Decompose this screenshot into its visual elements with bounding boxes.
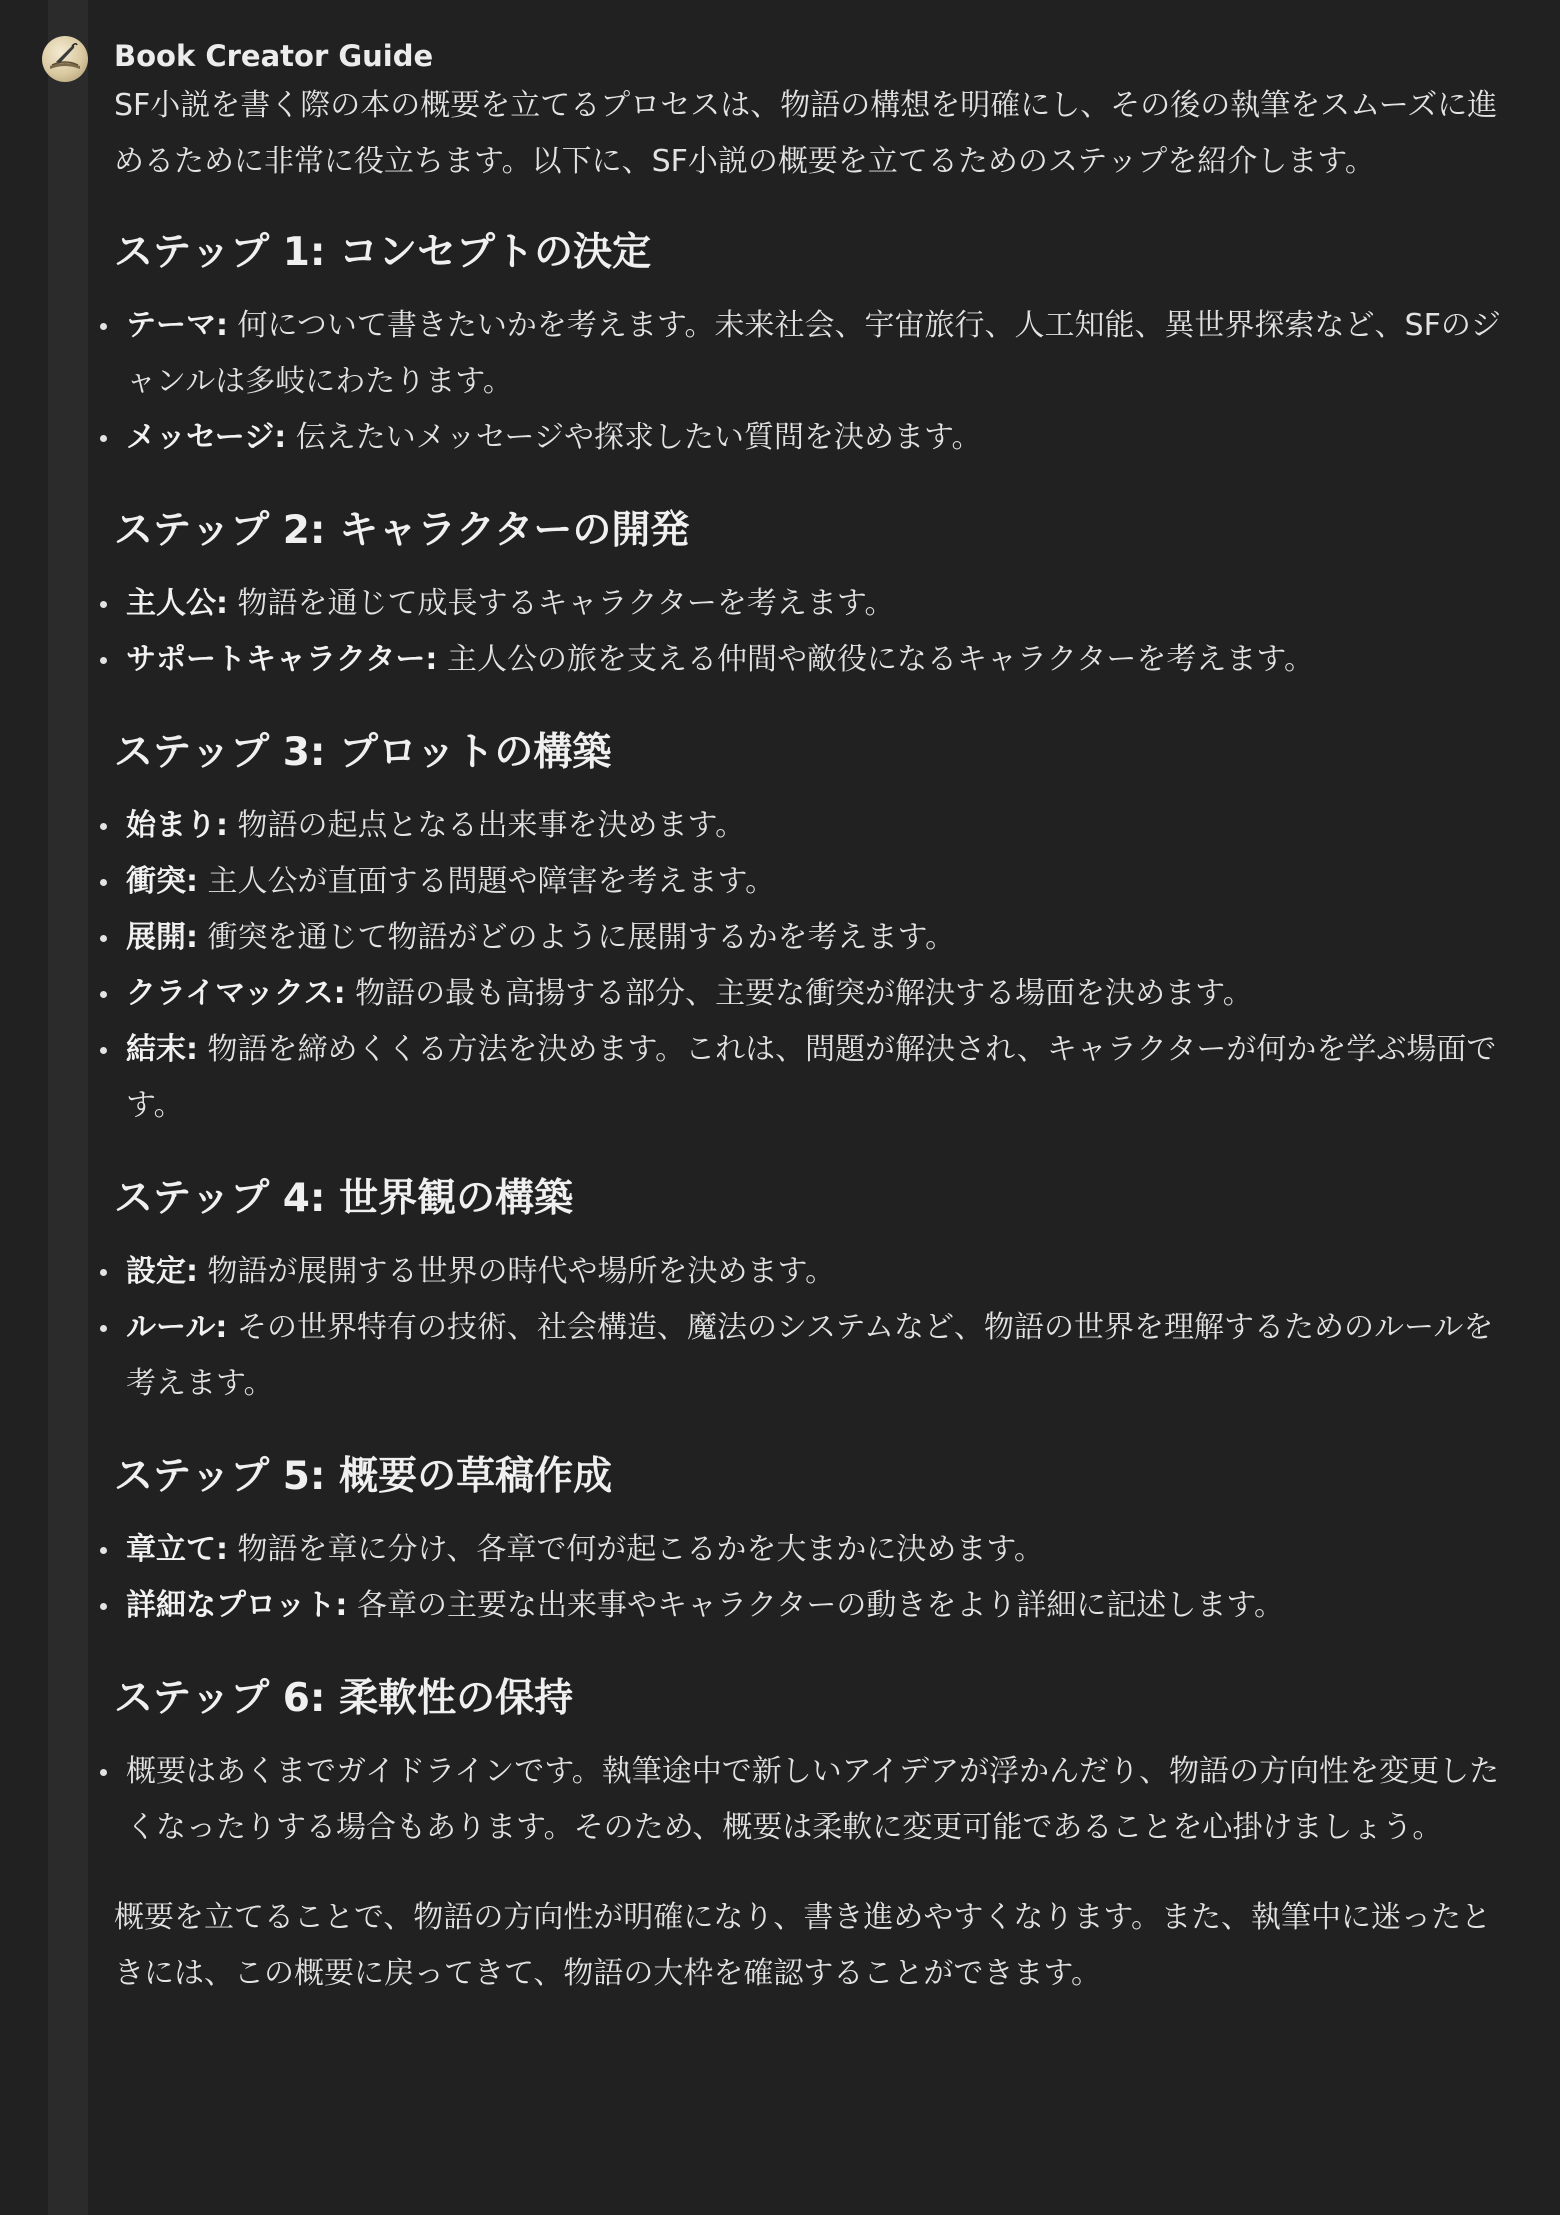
item-term: ルール: [126,1310,228,1345]
item-text: 主人公が直面する問題や障害を考えます。 [198,864,776,899]
bullet-icon [100,935,107,942]
intro-paragraph: SF小説を書く際の本の概要を立てるプロセスは、物語の構想を明確にし、その後の執筆をスムーズに進めるために非常に役立ちます。以下に、SF小説の概要を立てるためのステップを紹介します。 [114,88,1498,179]
item-term: 章立て: [126,1532,228,1567]
closing-paragraph: 概要を立てることで、物語の方向性が明確になり、書き進めやすくなります。また、執筆中に迷ったときには、この概要に戻ってきて、物語の大枠を確認することができます。 [114,1900,1491,1991]
step-title: ステップ 6: 柔軟性の保持 [114,1676,574,1721]
item-term: クライマックス: [126,976,346,1011]
item-text: 物語を締めくくる方法を決めます。これは、問題が解決され、キャラクターが何かを学ぶ場面です。 [126,1032,1497,1123]
bullet-list [114,1522,1504,1634]
message-rail [48,0,88,2215]
bullet-icon [100,323,107,330]
item-text: 伝えたいメッセージや探求したい質問を決めます。 [286,420,982,455]
item-text: 主人公の旅を支える仲間や敵役になるキャラクターを考えます。 [437,642,1314,677]
list-item [114,854,1504,910]
item-term: 結末: [126,1032,198,1067]
item-text: 物語を通じて成長するキャラクターを考えます。 [228,586,895,621]
list-item [114,298,1504,410]
list-item [114,576,1504,632]
item-text: 衝突を通じて物語がどのように展開するかを考えます。 [198,920,956,955]
item-term: サポートキャラクター: [126,642,438,677]
bullet-icon [100,1603,107,1610]
list-item [114,1022,1504,1134]
step-section [114,222,1504,466]
bullet-icon [100,601,107,608]
list-item [114,1744,1504,1856]
bullet-list [114,576,1504,688]
step-title: ステップ 5: 概要の草稿作成 [114,1454,613,1499]
item-term: テーマ: [126,308,228,343]
quill-book-icon [42,36,88,82]
step-section [114,1446,1504,1634]
list-item [114,1244,1504,1300]
step-section [114,1668,1504,1856]
step-title: ステップ 4: 世界観の構築 [114,1176,574,1221]
item-text: 概要はあくまでガイドラインです。執筆途中で新しいアイデアが浮かんだり、物語の方向性を変更したくなったりする場合もあります。そのため、概要は柔軟に変更可能であることを心掛けましょう。 [126,1754,1500,1845]
list-item [114,1522,1504,1578]
step-title: ステップ 1: コンセプトの決定 [114,230,652,275]
item-term: 展開: [126,920,198,955]
item-term: 設定: [126,1254,198,1289]
bullet-icon [100,879,107,886]
item-term: 衝突: [126,864,198,899]
author-name: Book Creator Guide [114,39,434,73]
step-section [114,722,1504,1134]
bullet-icon [100,823,107,830]
bullet-list [114,1744,1504,1856]
list-item [114,632,1504,688]
list-item [114,966,1504,1022]
list-item [114,798,1504,854]
step-section [114,500,1504,688]
bullet-list [114,798,1504,1134]
bullet-icon [100,1769,107,1776]
item-term: 始まり: [126,808,228,843]
steps-list [114,222,1504,1856]
bullet-list [114,298,1504,466]
bullet-icon [100,1325,107,1332]
item-text: 各章の主要な出来事やキャラクターの動きをより詳細に記述します。 [347,1588,1284,1623]
item-text: 何について書きたいかを考えます。未来社会、宇宙旅行、人工知能、異世界探索など、SFのジャンルは多岐にわたります。 [126,308,1501,399]
list-item [114,910,1504,966]
item-text: 物語が展開する世界の時代や場所を決めます。 [198,1254,836,1289]
item-term: 主人公: [126,586,228,621]
step-title: ステップ 2: キャラクターの開発 [114,508,690,553]
item-term: 詳細なプロット: [126,1588,348,1623]
bullet-icon [100,1047,107,1054]
item-text: 物語の起点となる出来事を決めます。 [228,808,746,843]
assistant-message [114,34,1504,2002]
item-text: 物語を章に分け、各章で何が起こるかを大まかに決めます。 [228,1532,1044,1567]
bullet-icon [100,1547,107,1554]
list-item [114,1300,1504,1412]
step-section [114,1168,1504,1412]
bullet-icon [100,991,107,998]
item-term: メッセージ: [126,420,287,455]
bullet-icon [100,435,107,442]
item-text: その世界特有の技術、社会構造、魔法のシステムなど、物語の世界を理解するためのルールを考えます。 [126,1310,1494,1401]
bullet-icon [100,657,107,664]
step-title: ステップ 3: プロットの構築 [114,730,612,775]
bullet-list [114,1244,1504,1412]
list-item [114,410,1504,466]
bullet-icon [100,1269,107,1276]
item-text: 物語の最も高揚する部分、主要な衝突が解決する場面を決めます。 [345,976,1253,1011]
list-item [114,1578,1504,1634]
